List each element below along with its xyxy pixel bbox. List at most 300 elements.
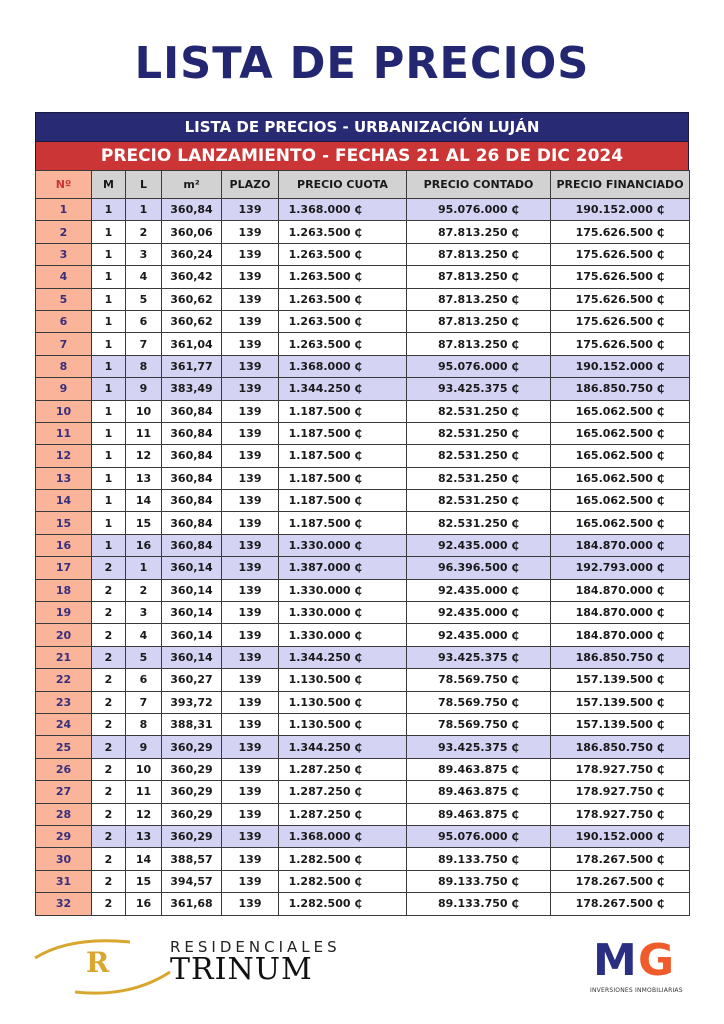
table-row [36, 266, 690, 288]
row-manzana: 2 [92, 691, 126, 713]
row-precio-contado: 92.435.000 ₵ [407, 534, 551, 556]
row-precio-cuota: 1.344.250 ₵ [279, 736, 407, 758]
row-precio-financiado: 157.139.500 ₵ [551, 713, 690, 735]
row-lote: 14 [126, 848, 162, 870]
row-manzana: 1 [92, 243, 126, 265]
row-lote: 1 [126, 199, 162, 221]
row-lote: 5 [126, 646, 162, 668]
row-precio-contado: 87.813.250 ₵ [407, 333, 551, 355]
row-precio-cuota: 1.287.250 ₵ [279, 803, 407, 825]
row-plazo: 139 [222, 266, 279, 288]
row-plazo: 139 [222, 893, 279, 915]
row-plazo: 139 [222, 221, 279, 243]
row-plazo: 139 [222, 781, 279, 803]
price-table [35, 112, 689, 916]
row-precio-financiado: 157.139.500 ₵ [551, 691, 690, 713]
row-number: 16 [36, 534, 92, 556]
row-precio-cuota: 1.368.000 ₵ [279, 355, 407, 377]
table-row [36, 512, 690, 534]
mg-m-letter: M [593, 935, 634, 986]
mg-g-letter: G [638, 935, 675, 986]
row-manzana: 1 [92, 490, 126, 512]
row-precio-contado: 95.076.000 ₵ [407, 199, 551, 221]
row-area: 360,62 [162, 288, 222, 310]
row-precio-contado: 87.813.250 ₵ [407, 221, 551, 243]
table-row [36, 221, 690, 243]
table-row [36, 579, 690, 601]
table-row [36, 825, 690, 847]
row-precio-financiado: 184.870.000 ₵ [551, 534, 690, 556]
row-precio-cuota: 1.263.500 ₵ [279, 243, 407, 265]
row-precio-contado: 93.425.375 ₵ [407, 736, 551, 758]
row-lote: 5 [126, 288, 162, 310]
row-manzana: 2 [92, 624, 126, 646]
row-area: 360,14 [162, 557, 222, 579]
row-manzana: 2 [92, 758, 126, 780]
row-precio-financiado: 165.062.500 ₵ [551, 490, 690, 512]
row-precio-financiado: 184.870.000 ₵ [551, 602, 690, 624]
row-manzana: 1 [92, 266, 126, 288]
row-plazo: 139 [222, 467, 279, 489]
header-number: Nº [36, 171, 92, 199]
row-number: 4 [36, 266, 92, 288]
row-precio-cuota: 1.330.000 ₵ [279, 579, 407, 601]
row-precio-financiado: 178.267.500 ₵ [551, 870, 690, 892]
row-plazo: 139 [222, 378, 279, 400]
header-precio-cuota: PRECIO CUOTA [279, 171, 407, 199]
row-precio-financiado: 165.062.500 ₵ [551, 512, 690, 534]
row-number: 1 [36, 199, 92, 221]
header-area: m² [162, 171, 222, 199]
row-precio-cuota: 1.187.500 ₵ [279, 490, 407, 512]
row-precio-financiado: 178.267.500 ₵ [551, 893, 690, 915]
row-plazo: 139 [222, 691, 279, 713]
row-number: 12 [36, 445, 92, 467]
row-area: 394,57 [162, 870, 222, 892]
row-plazo: 139 [222, 490, 279, 512]
row-number: 9 [36, 378, 92, 400]
table-row [36, 355, 690, 377]
row-area: 360,06 [162, 221, 222, 243]
row-manzana: 1 [92, 221, 126, 243]
row-precio-cuota: 1.368.000 ₵ [279, 825, 407, 847]
row-precio-cuota: 1.187.500 ₵ [279, 445, 407, 467]
row-area: 360,84 [162, 490, 222, 512]
row-number: 14 [36, 490, 92, 512]
header-row [36, 171, 690, 199]
row-manzana: 2 [92, 669, 126, 691]
header-precio-financiado: PRECIO FINANCIADO [551, 171, 690, 199]
row-number: 5 [36, 288, 92, 310]
row-lote: 1 [126, 557, 162, 579]
row-manzana: 1 [92, 400, 126, 422]
row-area: 360,29 [162, 803, 222, 825]
row-manzana: 1 [92, 378, 126, 400]
row-manzana: 2 [92, 870, 126, 892]
row-precio-contado: 95.076.000 ₵ [407, 355, 551, 377]
trinum-name: TRINUM [170, 952, 313, 987]
row-manzana: 2 [92, 602, 126, 624]
row-number: 26 [36, 758, 92, 780]
row-lote: 14 [126, 490, 162, 512]
row-area: 360,84 [162, 422, 222, 444]
row-plazo: 139 [222, 825, 279, 847]
row-lote: 4 [126, 266, 162, 288]
row-plazo: 139 [222, 243, 279, 265]
row-precio-contado: 89.463.875 ₵ [407, 758, 551, 780]
row-area: 360,29 [162, 758, 222, 780]
row-area: 360,24 [162, 243, 222, 265]
table-subtitle: PRECIO LANZAMIENTO - FECHAS 21 AL 26 DE DIC 2024 [35, 141, 689, 170]
row-precio-cuota: 1.263.500 ₵ [279, 266, 407, 288]
row-plazo: 139 [222, 288, 279, 310]
row-plazo: 139 [222, 557, 279, 579]
row-area: 360,84 [162, 199, 222, 221]
row-precio-contado: 82.531.250 ₵ [407, 445, 551, 467]
row-precio-cuota: 1.287.250 ₵ [279, 781, 407, 803]
row-area: 360,14 [162, 646, 222, 668]
row-area: 360,42 [162, 266, 222, 288]
row-area: 360,84 [162, 467, 222, 489]
row-plazo: 139 [222, 758, 279, 780]
table-row [36, 669, 690, 691]
row-manzana: 1 [92, 199, 126, 221]
row-number: 13 [36, 467, 92, 489]
trinum-r-letter: R [86, 946, 110, 979]
row-precio-financiado: 184.870.000 ₵ [551, 579, 690, 601]
row-lote: 7 [126, 333, 162, 355]
row-plazo: 139 [222, 534, 279, 556]
row-precio-financiado: 165.062.500 ₵ [551, 445, 690, 467]
row-plazo: 139 [222, 333, 279, 355]
trinum-subtitle: RESIDENCIALES [170, 938, 341, 956]
row-precio-cuota: 1.330.000 ₵ [279, 534, 407, 556]
row-lote: 16 [126, 893, 162, 915]
row-manzana: 1 [92, 467, 126, 489]
table-row [36, 310, 690, 332]
row-precio-contado: 87.813.250 ₵ [407, 310, 551, 332]
row-precio-contado: 78.569.750 ₵ [407, 691, 551, 713]
table-row [36, 333, 690, 355]
table-row [36, 557, 690, 579]
row-number: 30 [36, 848, 92, 870]
row-number: 29 [36, 825, 92, 847]
row-number: 24 [36, 713, 92, 735]
table-row [36, 602, 690, 624]
row-precio-financiado: 192.793.000 ₵ [551, 557, 690, 579]
table-row [36, 490, 690, 512]
row-precio-contado: 93.425.375 ₵ [407, 378, 551, 400]
row-precio-cuota: 1.387.000 ₵ [279, 557, 407, 579]
row-lote: 6 [126, 669, 162, 691]
mg-subtitle: INVERSIONES INMOBILIARIAS [590, 987, 683, 994]
row-plazo: 139 [222, 602, 279, 624]
row-number: 18 [36, 579, 92, 601]
row-precio-financiado: 186.850.750 ₵ [551, 378, 690, 400]
row-lote: 3 [126, 602, 162, 624]
row-precio-contado: 89.133.750 ₵ [407, 893, 551, 915]
residenciales-trinum-logo [30, 930, 350, 1000]
table-row [36, 378, 690, 400]
row-area: 360,27 [162, 669, 222, 691]
row-precio-cuota: 1.344.250 ₵ [279, 378, 407, 400]
row-precio-financiado: 165.062.500 ₵ [551, 422, 690, 444]
row-precio-financiado: 165.062.500 ₵ [551, 467, 690, 489]
row-precio-cuota: 1.187.500 ₵ [279, 467, 407, 489]
row-lote: 10 [126, 400, 162, 422]
row-plazo: 139 [222, 422, 279, 444]
row-precio-financiado: 186.850.750 ₵ [551, 646, 690, 668]
row-manzana: 2 [92, 713, 126, 735]
row-plazo: 139 [222, 310, 279, 332]
row-precio-contado: 78.569.750 ₵ [407, 713, 551, 735]
row-plazo: 139 [222, 646, 279, 668]
row-precio-cuota: 1.263.500 ₵ [279, 221, 407, 243]
row-number: 6 [36, 310, 92, 332]
row-precio-financiado: 175.626.500 ₵ [551, 310, 690, 332]
row-number: 22 [36, 669, 92, 691]
row-number: 7 [36, 333, 92, 355]
row-manzana: 2 [92, 579, 126, 601]
table-row [36, 422, 690, 444]
row-area: 360,14 [162, 624, 222, 646]
table-row [36, 758, 690, 780]
row-precio-cuota: 1.368.000 ₵ [279, 199, 407, 221]
row-plazo: 139 [222, 579, 279, 601]
table-row [36, 736, 690, 758]
header-manzana: M [92, 171, 126, 199]
row-area: 360,29 [162, 781, 222, 803]
row-area: 360,84 [162, 534, 222, 556]
table-row [36, 199, 690, 221]
row-manzana: 1 [92, 288, 126, 310]
header-precio-contado: PRECIO CONTADO [407, 171, 551, 199]
row-plazo: 139 [222, 512, 279, 534]
row-precio-cuota: 1.130.500 ₵ [279, 691, 407, 713]
row-precio-cuota: 1.287.250 ₵ [279, 758, 407, 780]
row-plazo: 139 [222, 736, 279, 758]
row-precio-contado: 87.813.250 ₵ [407, 266, 551, 288]
row-plazo: 139 [222, 624, 279, 646]
row-precio-contado: 89.463.875 ₵ [407, 803, 551, 825]
row-lote: 6 [126, 310, 162, 332]
row-number: 20 [36, 624, 92, 646]
row-lote: 16 [126, 534, 162, 556]
row-precio-financiado: 175.626.500 ₵ [551, 288, 690, 310]
row-number: 8 [36, 355, 92, 377]
row-number: 27 [36, 781, 92, 803]
row-manzana: 1 [92, 355, 126, 377]
row-area: 360,62 [162, 310, 222, 332]
row-manzana: 2 [92, 781, 126, 803]
row-lote: 7 [126, 691, 162, 713]
row-precio-contado: 92.435.000 ₵ [407, 624, 551, 646]
row-precio-cuota: 1.263.500 ₵ [279, 288, 407, 310]
row-lote: 13 [126, 825, 162, 847]
row-precio-cuota: 1.344.250 ₵ [279, 646, 407, 668]
row-number: 10 [36, 400, 92, 422]
row-precio-financiado: 157.139.500 ₵ [551, 669, 690, 691]
row-number: 32 [36, 893, 92, 915]
row-precio-cuota: 1.282.500 ₵ [279, 893, 407, 915]
row-plazo: 139 [222, 803, 279, 825]
row-precio-cuota: 1.263.500 ₵ [279, 310, 407, 332]
row-plazo: 139 [222, 400, 279, 422]
row-area: 388,31 [162, 713, 222, 735]
row-number: 21 [36, 646, 92, 668]
table-row [36, 870, 690, 892]
row-plazo: 139 [222, 713, 279, 735]
row-lote: 13 [126, 467, 162, 489]
row-manzana: 2 [92, 736, 126, 758]
row-lote: 12 [126, 803, 162, 825]
row-precio-financiado: 175.626.500 ₵ [551, 266, 690, 288]
row-area: 383,49 [162, 378, 222, 400]
row-plazo: 139 [222, 870, 279, 892]
row-plazo: 139 [222, 848, 279, 870]
row-precio-financiado: 165.062.500 ₵ [551, 400, 690, 422]
row-precio-contado: 82.531.250 ₵ [407, 422, 551, 444]
row-precio-financiado: 178.927.750 ₵ [551, 803, 690, 825]
row-precio-contado: 87.813.250 ₵ [407, 288, 551, 310]
row-area: 360,84 [162, 400, 222, 422]
table-row [36, 691, 690, 713]
row-precio-cuota: 1.330.000 ₵ [279, 602, 407, 624]
row-precio-financiado: 175.626.500 ₵ [551, 221, 690, 243]
table-title: LISTA DE PRECIOS - URBANIZACIÓN LUJÁN [35, 112, 689, 141]
row-area: 361,68 [162, 893, 222, 915]
row-lote: 9 [126, 736, 162, 758]
row-precio-contado: 92.435.000 ₵ [407, 602, 551, 624]
header-plazo: PLAZO [222, 171, 279, 199]
row-manzana: 2 [92, 848, 126, 870]
row-area: 361,77 [162, 355, 222, 377]
row-lote: 3 [126, 243, 162, 265]
row-manzana: 2 [92, 803, 126, 825]
header-lote: L [126, 171, 162, 199]
row-precio-financiado: 175.626.500 ₵ [551, 333, 690, 355]
table-row [36, 467, 690, 489]
row-lote: 9 [126, 378, 162, 400]
row-precio-contado: 89.133.750 ₵ [407, 870, 551, 892]
table-row [36, 288, 690, 310]
row-manzana: 1 [92, 445, 126, 467]
row-area: 360,14 [162, 602, 222, 624]
row-precio-contado: 82.531.250 ₵ [407, 467, 551, 489]
row-precio-cuota: 1.263.500 ₵ [279, 333, 407, 355]
row-number: 28 [36, 803, 92, 825]
row-lote: 15 [126, 512, 162, 534]
row-area: 360,14 [162, 579, 222, 601]
row-area: 360,29 [162, 825, 222, 847]
row-number: 3 [36, 243, 92, 265]
row-precio-cuota: 1.187.500 ₵ [279, 400, 407, 422]
table-row [36, 893, 690, 915]
row-number: 19 [36, 602, 92, 624]
page-title: LISTA DE PRECIOS [134, 38, 590, 89]
row-manzana: 1 [92, 512, 126, 534]
row-plazo: 139 [222, 669, 279, 691]
row-area: 388,57 [162, 848, 222, 870]
row-number: 25 [36, 736, 92, 758]
row-lote: 4 [126, 624, 162, 646]
row-manzana: 2 [92, 893, 126, 915]
row-precio-contado: 95.076.000 ₵ [407, 825, 551, 847]
row-lote: 8 [126, 713, 162, 735]
row-area: 360,29 [162, 736, 222, 758]
row-manzana: 2 [92, 825, 126, 847]
row-number: 11 [36, 422, 92, 444]
row-precio-financiado: 184.870.000 ₵ [551, 624, 690, 646]
row-lote: 11 [126, 781, 162, 803]
row-precio-cuota: 1.282.500 ₵ [279, 848, 407, 870]
row-precio-contado: 82.531.250 ₵ [407, 512, 551, 534]
row-precio-cuota: 1.187.500 ₵ [279, 512, 407, 534]
row-area: 361,04 [162, 333, 222, 355]
row-precio-contado: 82.531.250 ₵ [407, 490, 551, 512]
row-precio-contado: 92.435.000 ₵ [407, 579, 551, 601]
row-precio-contado: 93.425.375 ₵ [407, 646, 551, 668]
row-precio-cuota: 1.330.000 ₵ [279, 624, 407, 646]
table-row [36, 713, 690, 735]
row-area: 360,84 [162, 445, 222, 467]
mg-inversiones-logo [590, 935, 700, 1005]
row-manzana: 2 [92, 646, 126, 668]
table-row [36, 534, 690, 556]
row-precio-financiado: 186.850.750 ₵ [551, 736, 690, 758]
row-manzana: 1 [92, 333, 126, 355]
row-lote: 15 [126, 870, 162, 892]
row-precio-contado: 89.133.750 ₵ [407, 848, 551, 870]
table-row [36, 803, 690, 825]
row-number: 23 [36, 691, 92, 713]
row-precio-cuota: 1.187.500 ₵ [279, 422, 407, 444]
row-plazo: 139 [222, 445, 279, 467]
table-row [36, 243, 690, 265]
row-lote: 8 [126, 355, 162, 377]
row-precio-financiado: 190.152.000 ₵ [551, 199, 690, 221]
table-row [36, 624, 690, 646]
row-lote: 10 [126, 758, 162, 780]
table-row [36, 781, 690, 803]
row-lote: 12 [126, 445, 162, 467]
row-plazo: 139 [222, 355, 279, 377]
row-plazo: 139 [222, 199, 279, 221]
row-precio-cuota: 1.130.500 ₵ [279, 669, 407, 691]
row-precio-financiado: 190.152.000 ₵ [551, 355, 690, 377]
row-precio-financiado: 178.927.750 ₵ [551, 758, 690, 780]
price-list-table [35, 170, 690, 916]
row-lote: 2 [126, 579, 162, 601]
row-manzana: 1 [92, 534, 126, 556]
row-precio-cuota: 1.282.500 ₵ [279, 870, 407, 892]
row-precio-contado: 82.531.250 ₵ [407, 400, 551, 422]
row-precio-financiado: 178.267.500 ₵ [551, 848, 690, 870]
row-precio-contado: 87.813.250 ₵ [407, 243, 551, 265]
table-row [36, 400, 690, 422]
row-precio-financiado: 178.927.750 ₵ [551, 781, 690, 803]
row-lote: 11 [126, 422, 162, 444]
row-precio-contado: 89.463.875 ₵ [407, 781, 551, 803]
row-number: 2 [36, 221, 92, 243]
row-manzana: 2 [92, 557, 126, 579]
table-row [36, 646, 690, 668]
table-row [36, 848, 690, 870]
row-precio-contado: 78.569.750 ₵ [407, 669, 551, 691]
row-lote: 2 [126, 221, 162, 243]
table-row [36, 445, 690, 467]
row-precio-financiado: 190.152.000 ₵ [551, 825, 690, 847]
